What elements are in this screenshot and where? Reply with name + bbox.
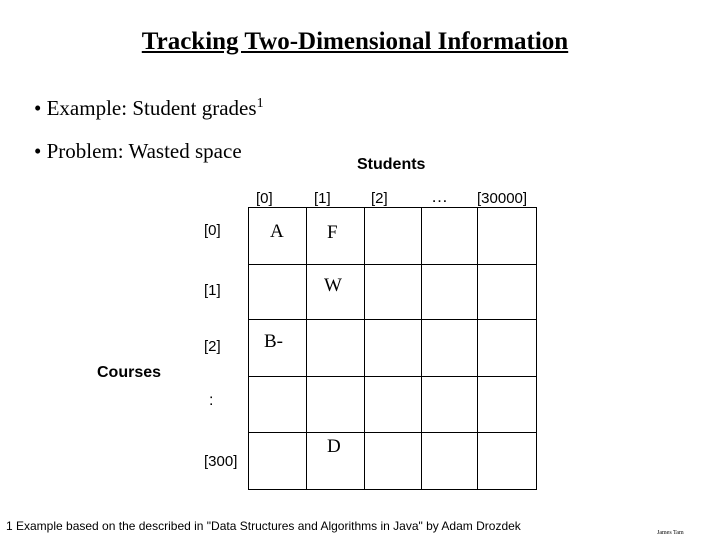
grade-r0-c1: F bbox=[327, 222, 338, 243]
grid-cell bbox=[477, 319, 537, 377]
grid-cell bbox=[421, 319, 478, 377]
slide-title: Tracking Two-Dimensional Information bbox=[141, 28, 569, 55]
bullet-problem: • Problem: Wasted space bbox=[34, 139, 242, 163]
column-header-2: [2] bbox=[371, 190, 388, 207]
grid-cell bbox=[421, 264, 478, 320]
courses-label: Courses bbox=[97, 364, 162, 381]
row-header-0: [0] bbox=[204, 222, 221, 239]
grid-cell bbox=[364, 376, 422, 433]
grid-cell bbox=[364, 207, 422, 265]
grid-cell bbox=[306, 376, 365, 433]
footnote-marker: 1 bbox=[256, 96, 264, 111]
grid-cell bbox=[477, 432, 537, 490]
grid-cell bbox=[364, 319, 422, 377]
grade-r0-c0: A bbox=[270, 221, 284, 242]
footnote: 1 Example based on the described in "Data Structures and Algorithms in Java" by Adam Drozdek bbox=[6, 519, 521, 533]
students-label: Students bbox=[357, 156, 426, 173]
grid-cell bbox=[477, 207, 537, 265]
grid-cell bbox=[248, 264, 307, 320]
signature: James Tam bbox=[657, 530, 684, 536]
grid-cell bbox=[248, 432, 307, 490]
grid-cell bbox=[477, 264, 537, 320]
column-header-last: [30000] bbox=[477, 190, 528, 207]
grid-cell bbox=[421, 432, 478, 490]
row-header-colon: : bbox=[209, 392, 214, 409]
row-header-1: [1] bbox=[204, 282, 221, 299]
bullet-example bbox=[34, 96, 264, 121]
grade-r2-c0: B- bbox=[264, 331, 283, 352]
grid-cell bbox=[421, 376, 478, 433]
column-header-0: [0] bbox=[256, 190, 273, 207]
grade-r4-c1: D bbox=[327, 436, 341, 457]
grid-cell bbox=[364, 264, 422, 320]
grade-r1-c1: W bbox=[324, 275, 342, 296]
grid-cell bbox=[477, 376, 537, 433]
row-header-2: [2] bbox=[204, 338, 221, 355]
grid-cell bbox=[364, 432, 422, 490]
grid-cell bbox=[306, 319, 365, 377]
row-header-last: [300] bbox=[204, 453, 238, 470]
grid-cell bbox=[248, 376, 307, 433]
column-header-1: [1] bbox=[314, 190, 331, 207]
column-header-ellipsis: … bbox=[431, 187, 448, 206]
bullet-example-text: • Example: Student grades bbox=[34, 96, 257, 120]
grid-cell bbox=[421, 207, 478, 265]
